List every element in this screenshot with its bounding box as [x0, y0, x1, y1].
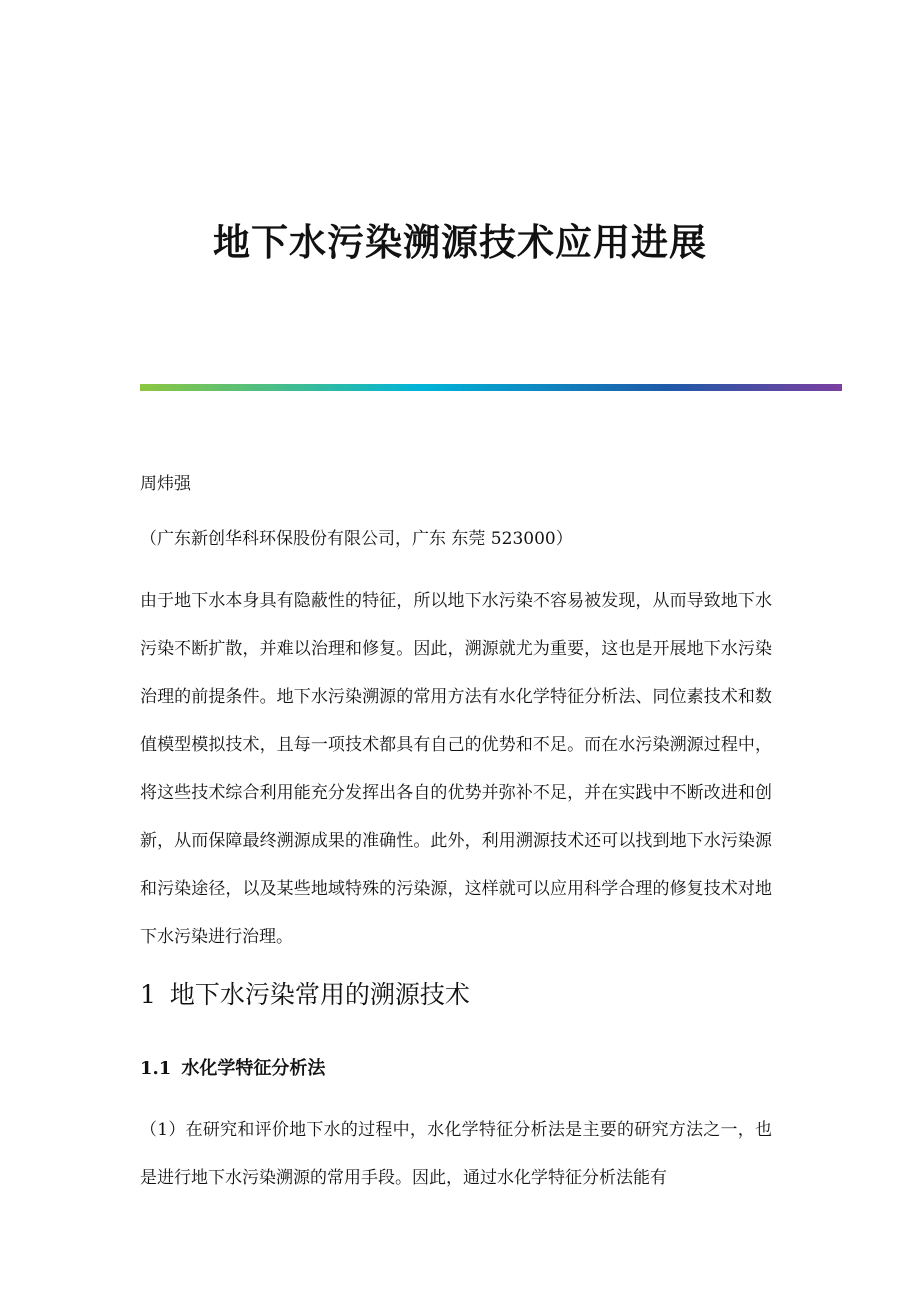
- section-number: 1: [140, 980, 156, 1009]
- section-heading-1: [140, 975, 470, 1015]
- subsection-heading-1-1: [140, 1054, 325, 1084]
- title-divider: [140, 384, 842, 391]
- author-name: 周炜强: [140, 474, 191, 494]
- document-title: 地下水污染溯源技术应用进展: [213, 220, 707, 264]
- subsection-number: 1.1: [140, 1058, 172, 1079]
- author-affiliation: （广东新创华科环保股份有限公司，广东 东莞 523000）: [140, 529, 573, 549]
- section-title: 地下水污染常用的溯源技术: [169, 980, 470, 1009]
- abstract-paragraph: 由于地下水本身具有隐蔽性的特征，所以地下水污染不容易被发现，从而导致地下水污染不断扩散，并难以治理和修复。因此，溯源就尤为重要，这也是开展地下水污染治理的前提条件。地下水污染溯源的常用方法有水化学特征分析法、同位素技术和数值模型模拟技术，且每一项技术都具有自己的优势和不足。而在水污染溯源过程中，将这些技术综合利用能充分发挥出各自的优势并弥补不足，并在实践中不断改进和创新，从而保障最终溯源成果的准确性。此外，利用溯源技术还可以找到地下水污染源和污染途径，以及某些地域特殊的污染源，这样就可以应用科学合理的修复技术对地下水污染进行治理。: [140, 591, 772, 947]
- body-paragraph: （1）在研究和评价地下水的过程中，水化学特征分析法是主要的研究方法之一，也是进行地下水污染溯源的常用手段。因此，通过水化学特征分析法能有: [140, 1120, 772, 1188]
- subsection-title: 水化学特征分析法: [181, 1058, 326, 1079]
